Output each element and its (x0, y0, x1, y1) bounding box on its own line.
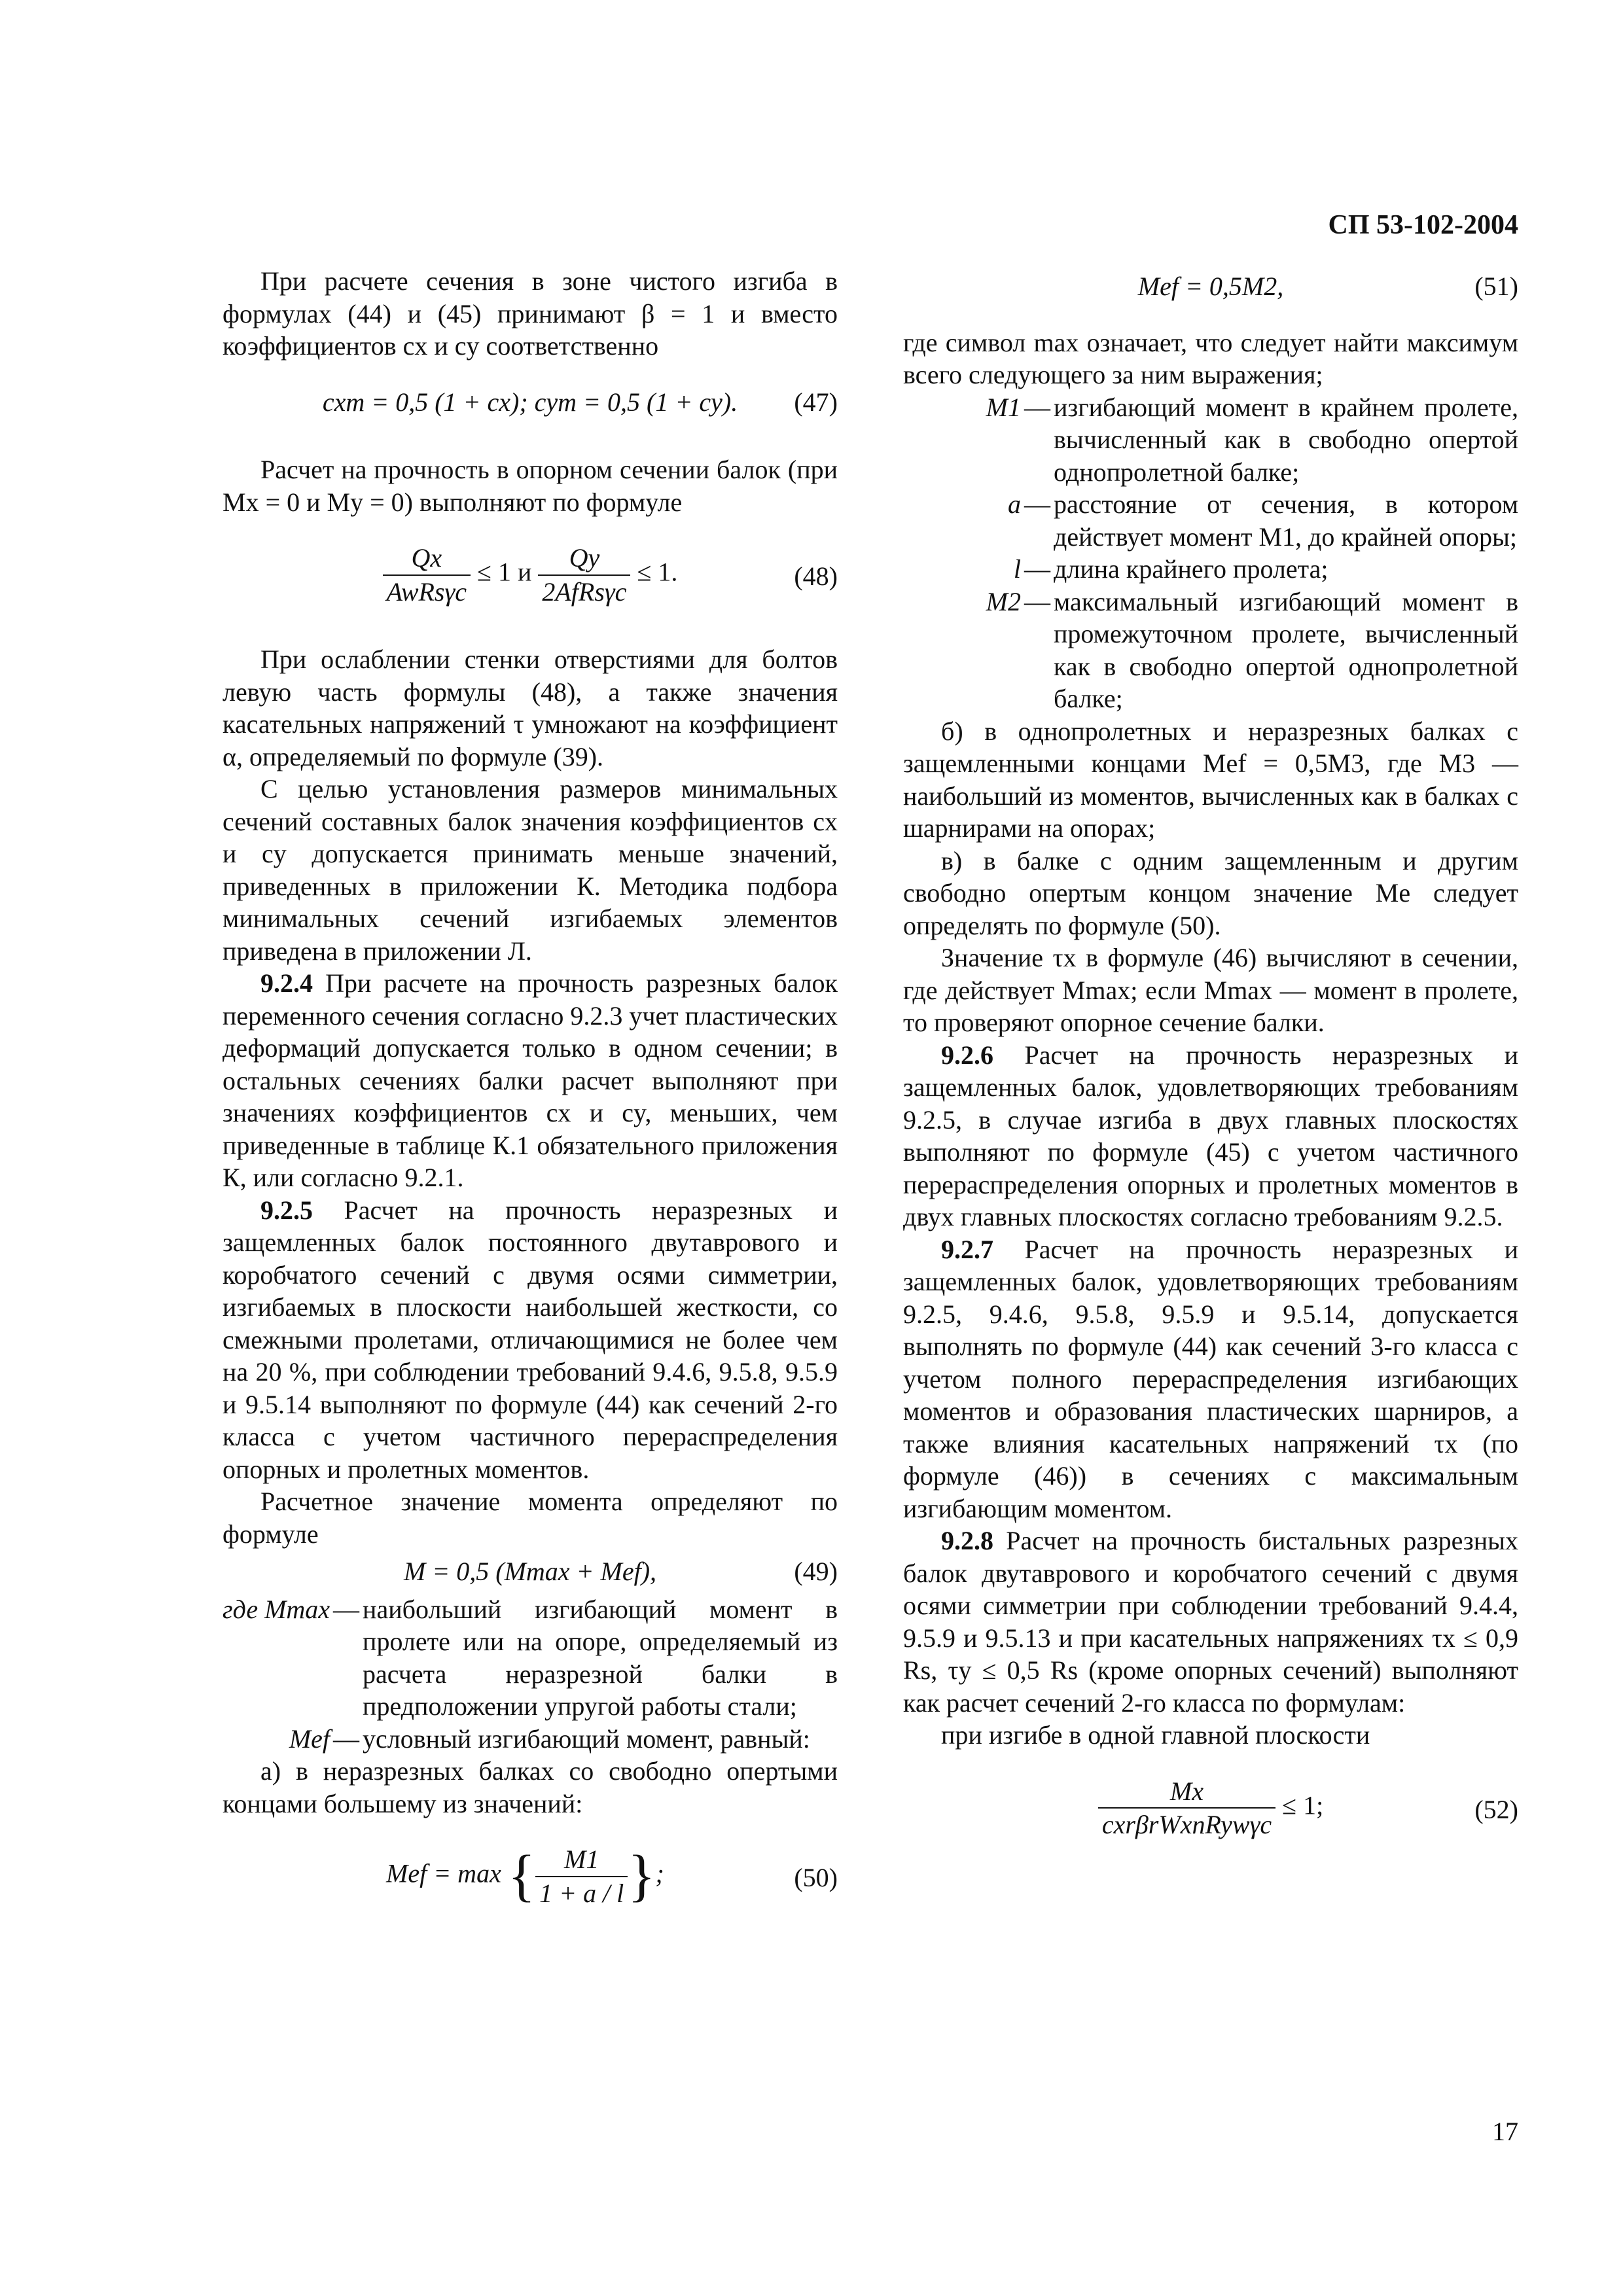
formula-47-body: cxm = 0,5 (1 + cx); cym = 0,5 (1 + cy). (322, 387, 738, 417)
definition-text: изгибающий момент в крайнем пролете, вычисленный как в свободно опертой однопролетной балке; (1054, 392, 1518, 487)
definition-text: максимальный изгибающий момент в промежуточном пролете, вычисленный как в свободно опертой однопролетной балке; (1054, 586, 1518, 713)
numerator: Mx (1098, 1775, 1275, 1809)
paragraph: С целью установления размеров минимальных сечений составных балок значения коэффициентов cx и cy допускается принимать меньше значений, приведенных в приложении К. Методика подбора минимальных сечений изгибаемых элементов приведена в приложении Л. (223, 774, 838, 966)
definition-item (223, 1723, 838, 1756)
denominator: cxrβrWxnRywγc (1101, 1810, 1272, 1839)
definition-text: условный изгибающий момент, равный: (363, 1723, 810, 1754)
page-number: 17 (1492, 2117, 1518, 2146)
formula-text: ; (655, 1858, 664, 1888)
formula-50 (223, 1843, 838, 1909)
formula-52-number: (52) (1474, 1794, 1518, 1824)
clause-text: Расчет на прочность неразрезных и защемленных балок, удовлетворяющих требованиям 9.2.5, 9.4.6, 9.5.8, 9.5.9 и 9.5.14, допускается выполнять по формуле (44) как сечений 3-го класса с учетом полного перераспределения изгибающих моментов и образования пластических шарниров, а также влияния касательных напряжений τx (по формуле (46)) в сечениях с максимальным изгибающим моментом. (903, 1234, 1518, 1523)
definition-dash: — (333, 1723, 360, 1754)
formula-48 (223, 542, 838, 608)
definition-dash: — (1024, 392, 1050, 422)
definition-item (223, 1593, 838, 1723)
paragraph: б) в однопролетных и неразрезных балках с защемленными концами Mef = 0,5M3, где M3 — наибольший из моментов, вычисленных как в балках с шарнирами на опорах; (903, 716, 1518, 843)
definition-symbol: Mef (289, 1723, 330, 1754)
fraction (1098, 1775, 1275, 1841)
clause-number: 9.2.6 (941, 1040, 993, 1070)
definition-list (903, 391, 1518, 715)
formula-text: ≤ 1 и (477, 557, 532, 587)
definition-symbol: M2 (986, 586, 1021, 616)
definition-item (903, 488, 1518, 553)
definition-dash: — (1024, 489, 1050, 519)
clause-9-2-7 (903, 1233, 1518, 1525)
clause-text: Расчет на прочность неразрезных и защемленных балок постоянного двутаврового и коробчатого сечений с двумя осями симметрии, изгибаемых в плоскости наибольшей жесткости, со смежными пролетами, отличающимися не более чем на 20 %, при соблюдении требований 9.4.6, 9.5.8, 9.5.9 и 9.5.14 выполняют по формуле (44) как сечений 2-го класса с учетом частичного перераспределения опорных и пролетных моментов. (223, 1195, 838, 1484)
paragraph: При ослаблении стенки отверстиями для болтов левую часть формулы (48), а также значения касательных напряжений τ умножают на коэффициент α, определяемый по формуле (39). (223, 645, 838, 771)
clause-9-2-4 (223, 967, 838, 1194)
formula-49 (223, 1555, 838, 1588)
clause-9-2-8 (903, 1525, 1518, 1719)
definition-text: длина крайнего пролета; (1054, 554, 1329, 584)
paragraph: Расчетное значение момента определяют по формуле (223, 1487, 838, 1549)
right-brace-icon: } (628, 1844, 656, 1908)
definition-symbol: a (1008, 489, 1021, 519)
formula-48-number: (48) (794, 561, 838, 591)
left-brace-icon: { (507, 1844, 536, 1908)
paragraph: при изгибе в одной главной плоскости (941, 1720, 1370, 1750)
formula-51-number: (51) (1474, 272, 1518, 301)
clause-number: 9.2.5 (260, 1195, 313, 1225)
definition-dash: — (1024, 586, 1050, 616)
formula-text: ≤ 1; (1282, 1790, 1324, 1820)
formula-51 (903, 270, 1518, 303)
clause-number: 9.2.4 (260, 968, 313, 998)
formula-50-number: (50) (794, 1863, 838, 1892)
clause-text: Расчет на прочность неразрезных и защемленных балок, удовлетворяющих требованиям 9.2.5, в случае изгиба в двух главных плоскостях выполняют по формуле (45) с учетом частичного перераспределения опорных и пролетных моментов в двух главных плоскостях согласно требованиям 9.2.5. (903, 1040, 1518, 1231)
formula-text: ≤ 1. (637, 557, 678, 587)
numerator: Qx (383, 542, 471, 576)
definition-item (903, 586, 1518, 715)
clause-number: 9.2.7 (941, 1234, 993, 1264)
paragraph: Расчет на прочность в опорном сечении балок (при Mx = 0 и My = 0) выполняют по формуле (223, 455, 838, 517)
definition-symbol: где Mmax (223, 1594, 330, 1624)
definition-text: наибольший изгибающий момент в пролете или на опоре, определяемый из расчета неразрезной балки в предположении упругой работы стали; (363, 1594, 838, 1721)
definition-item (903, 553, 1518, 586)
formula-52 (903, 1775, 1518, 1841)
denominator: 1 + a / l (539, 1878, 624, 1908)
paragraph: При расчете сечения в зоне чистого изгиба в формулах (44) и (45) принимают β = 1 и вместо коэффициентов cx и cy соответственно (223, 266, 838, 361)
paragraph: где символ max означает, что следует найти максимум всего следующего за ним выражения; (903, 327, 1518, 389)
definition-item (903, 391, 1518, 489)
left-column (223, 265, 838, 1915)
definition-dash: — (1024, 554, 1050, 584)
formula-47-number: (47) (794, 387, 838, 417)
formula-51-body: Mef = 0,5M2, (1137, 272, 1284, 301)
numerator: M1 (535, 1843, 628, 1877)
clause-9-2-5 (223, 1194, 838, 1486)
document-code: СП 53-102-2004 (1328, 210, 1518, 240)
formula-49-body: M = 0,5 (Mmax + Mef), (403, 1557, 657, 1586)
definition-dash: — (333, 1594, 360, 1624)
formula-47 (223, 386, 838, 419)
formula-50-lhs: Mef = max (386, 1858, 501, 1888)
definition-text: расстояние от сечения, в котором действует момент M1, до крайней опоры; (1054, 489, 1518, 552)
clause-text: При расчете на прочность разрезных балок переменного сечения согласно 9.2.3 учет пластических деформаций допускается только в одном сечении; в остальных сечениях балки расчет выполняют при значениях коэффициентов cx и cy, меньших, чем приведенные в таблице К.1 обязательного приложения К, или согласно 9.2.1. (223, 968, 838, 1192)
clause-text: Расчет на прочность бистальных разрезных балок двутаврового и коробчатого сечений с двумя осями симметрии при соблюдении требований 9.4.4, 9.5.9 и 9.5.13 и при касательных напряжениях τx ≤ 0,9 Rs, τy ≤ 0,5 Rs (кроме опорных сечений) выполняют как расчет сечений 2-го класса по формулам: (903, 1526, 1518, 1718)
fraction (383, 542, 471, 608)
numerator: Qy (538, 542, 630, 576)
paragraph: Значение τx в формуле (46) вычисляют в сечении, где действует Mmax; если Mmax — момент в пролете, то проверяют опорное сечение балки. (903, 943, 1518, 1037)
formula-49-number: (49) (794, 1557, 838, 1586)
denominator: AwRsγc (386, 576, 467, 607)
clause-number: 9.2.8 (941, 1526, 993, 1555)
definition-symbol: l (1013, 554, 1021, 584)
fraction (538, 542, 630, 608)
right-column (903, 265, 1518, 1846)
paragraph: в) в балке с одним защемленным и другим свободно опертым концом значение Me следует определять по формуле (50). (903, 845, 1518, 940)
clause-9-2-6 (903, 1039, 1518, 1233)
definition-symbol: M1 (986, 392, 1021, 422)
paragraph: а) в неразрезных балках со свободно опертыми концами большему из значений: (223, 1756, 838, 1818)
fraction (535, 1843, 628, 1909)
denominator: 2AfRsγc (542, 576, 627, 607)
definition-list (223, 1593, 838, 1756)
